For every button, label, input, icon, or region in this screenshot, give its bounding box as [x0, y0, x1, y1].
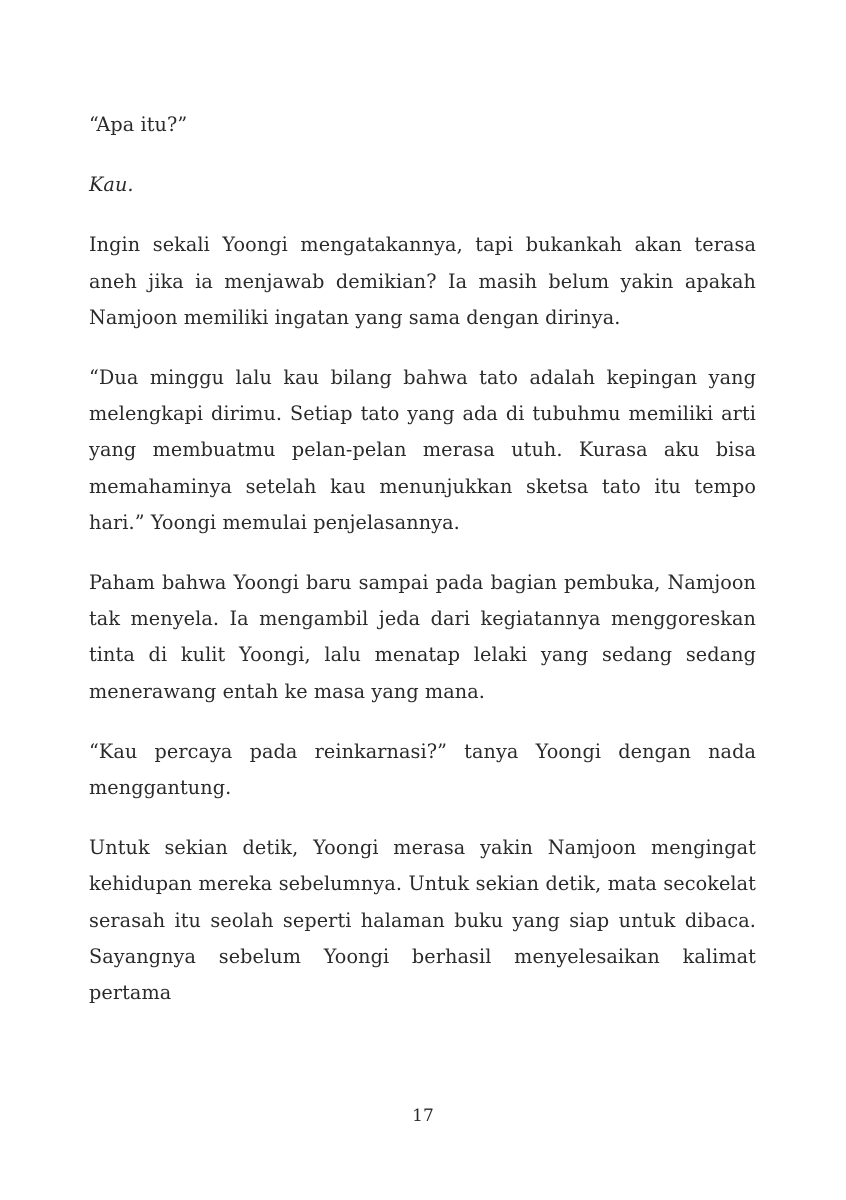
paragraph-question: “Apa itu?”: [89, 113, 188, 136]
paragraph-kau: Kau.: [89, 173, 134, 197]
page-body: [89, 107, 756, 1035]
paragraph-reincarnation-question: “Kau percaya pada reinkarnasi?” tanya Yoongi dengan nada menggantung.: [89, 739, 756, 800]
paragraph-namjoon-listens: Paham bahwa Yoongi baru sampai pada bagian pembuka, Namjoon tak menyela. Ia mengambil jeda dari kegiatannya menggoreskan tinta di kulit Yoongi, lalu menatap lelaki yang sedang sedang menerawang entah ke masa yang mana.: [89, 571, 756, 703]
paragraph-memory: Untuk sekian detik, Yoongi merasa yakin Namjoon mengingat kehidupan mereka sebelumnya. Untuk sekian detik, mata secokelat serasah itu seolah seperti halaman buku yang siap untuk dibaca. Sayangnya sebelum Yoongi berhasil menyelesaikan kalimat pertama: [89, 836, 756, 1005]
page-number: 17: [412, 1106, 434, 1126]
paragraph-tattoo-explanation: “Dua minggu lalu kau bilang bahwa tato adalah kepingan yang melengkapi dirimu. Setiap tato yang ada di tubuhmu memiliki arti yang membuatmu pelan-pelan merasa utuh. Kurasa aku bisa memahaminya setelah kau menunjukkan sketsa tato itu tempo hari.” Yoongi memulai penjelasannya.: [89, 366, 756, 534]
paragraph-yoongi-doubt: Ingin sekali Yoongi mengatakannya, tapi bukankah akan terasa aneh jika ia menjawab demikian? Ia masih belum yakin apakah Namjoon memiliki ingatan yang sama dengan dirinya.: [89, 233, 756, 329]
